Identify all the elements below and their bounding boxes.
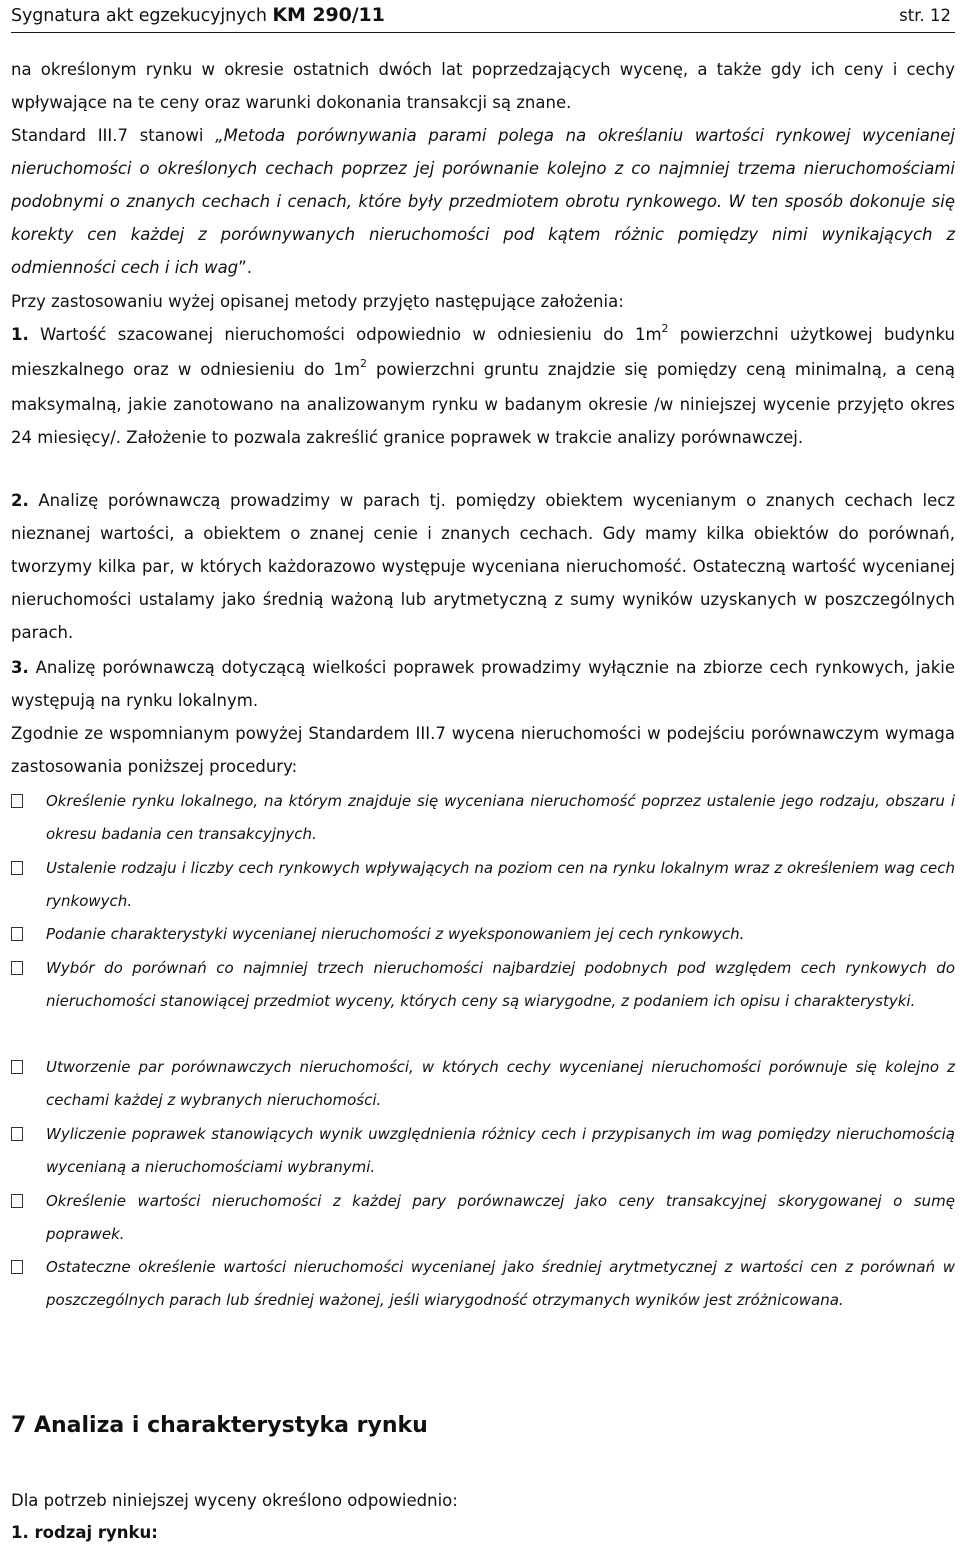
step-text: Określenie rynku lokalnego, na którym znajduje się wyceniana nieruchomość poprzez ustalenie jego rodzaju, obszaru i okresu badania cen transakcyjnych. [46,792,955,843]
section-heading: 7 Analiza i charakterystyka rynku [11,1413,428,1438]
page-header [11,2,955,33]
quote-end: ”. [238,258,252,277]
checkbox-icon [11,1194,23,1208]
checkbox-icon [11,1127,23,1141]
item-number: 1. [11,325,29,344]
procedure-step [11,1185,955,1251]
standard-ref: Standard III.7 stanowi [11,126,216,145]
signature-prefix: Sygnatura akt egzekucyjnych [11,6,273,26]
step-text: Ostateczne określenie wartości nieruchomości wycenianej jako średniej arytmetycznej z wartości cen z porównań w poszczególnych parach lub średniej ważonej, jeśli wiarygodność otrzymanych wyników jest zróżnicowana. [46,1258,955,1309]
superscript: 2 [661,322,669,335]
case-signature [11,4,385,26]
assumption-3 [11,651,955,717]
item-text: Analizę porównawczą dotyczącą wielkości poprawek prowadzimy wyłącznie na zbiorze cech rynkowych, jakie występują na rynku lokalnym. [11,658,955,710]
paragraph-assumptions: Przy zastosowaniu wyżej opisanej metody przyjęto następujące założenia: [11,292,624,311]
assumption-2 [11,484,955,649]
procedure-step [11,852,955,918]
checkbox-icon [11,1060,23,1074]
checkbox-icon [11,794,23,808]
procedure-step [11,918,955,951]
step-text: Utworzenie par porównawczych nieruchomości, w których cechy wycenianej nieruchomości porównuje się kolejno z cechami każdej z wybranych nieruchomości. [46,1058,955,1109]
paragraph-procedure: Zgodnie ze wspomnianym powyżej Standardem III.7 wycena nieruchomości w podejściu porównawczym wymaga zastosowania poniższej procedury: [11,724,955,776]
case-number: KM 290/11 [272,4,385,26]
item-number: 3. [11,658,29,677]
checkbox-icon [11,961,23,975]
procedure-step [11,952,955,1018]
procedure-step [11,1051,955,1117]
assumption-1 [11,318,955,454]
step-text: Określenie wartości nieruchomości z każdej pary porównawczej jako ceny transakcyjnej skorygowanej o sumę poprawek. [46,1192,955,1243]
item-number: 2. [11,491,29,510]
procedure-step [11,785,955,851]
superscript: 2 [359,357,367,370]
item-text: powierzchni użytkowej budynku mieszkalnego oraz w odniesieniu do 1m [11,325,955,379]
paragraph-standard [11,119,955,284]
standard-quote: „Metoda porównywania parami polega na określaniu wartości rynkowej wycenianej nieruchomości o określonych cechach poprzez jej porównanie kolejno z co najmniej trzema nieruchomościami podobnymi o znanych cechach i cenach, które były przedmiotem obrotu rynkowego. W ten sposób dokonuje się korekty cen każdej z porównywanych nieruchomości pod kątem różnic pomiędzy nimi wynikających z odmienności cech i ich wag [11,126,955,277]
paragraph-intro: na określonym rynku w okresie ostatnich dwóch lat poprzedzających wycenę, a także gdy ich ceny i cechy wpływające na te ceny oraz warunki dokonania transakcji są znane. [11,60,955,112]
step-text: Ustalenie rodzaju i liczby cech rynkowych wpływających na poziom cen na rynku lokalnym wraz z określeniem wag cech rynkowych. [46,859,955,910]
checkbox-icon [11,927,23,941]
step-text: Wybór do porównań co najmniej trzech nieruchomości najbardziej podobnych pod względem cech rynkowych do nieruchomości stanowiącej przedmiot wyceny, których ceny są wiarygodne, z podaniem ich opisu i charakterystyki. [46,959,955,1010]
subsection-market-type: 1. rodzaj rynku: [11,1523,158,1542]
step-text: Wyliczenie poprawek stanowiących wynik uwzględnienia różnicy cech i przypisanych im wag pomiędzy nieruchomością wycenianą a nieruchomościami wybranymi. [46,1125,955,1176]
section-intro: Dla potrzeb niniejszej wyceny określono odpowiednio: [11,1491,458,1510]
procedure-step [11,1118,955,1184]
item-text: Wartość szacowanej nieruchomości odpowiednio w odniesieniu do 1m [28,325,662,344]
page-number: str. 12 [899,6,951,25]
step-text: Podanie charakterystyki wycenianej nieruchomości z wyeksponowaniem jej cech rynkowych. [46,925,745,943]
item-text: powierzchni gruntu znajdzie się pomiędzy ceną minimalną, a ceną maksymalną, jakie zanotowano na analizowanym rynku w badanym okresie /w niniejszej wycenie przyjęto okres 24 miesięcy/. Założenie to pozwala zakreślić granice poprawek w trakcie analizy porównawczej. [11,360,955,447]
checkbox-icon [11,1260,23,1274]
checkbox-icon [11,861,23,875]
procedure-step [11,1251,955,1317]
item-text: Analizę porównawczą prowadzimy w parach tj. pomiędzy obiektem wycenianym o znanych cechach lecz nieznanej wartości, a obiektem o znanej cenie i znanych cechach. Gdy mamy kilka obiektów do porównań, tworzymy kilka par, w których każdorazowo występuje wyceniana nieruchomość. Ostateczną wartość wycenianej nieruchomości ustalamy jako średnią ważoną lub arytmetyczną z sumy wyników uzyskanych w poszczególnych parach. [11,491,955,642]
